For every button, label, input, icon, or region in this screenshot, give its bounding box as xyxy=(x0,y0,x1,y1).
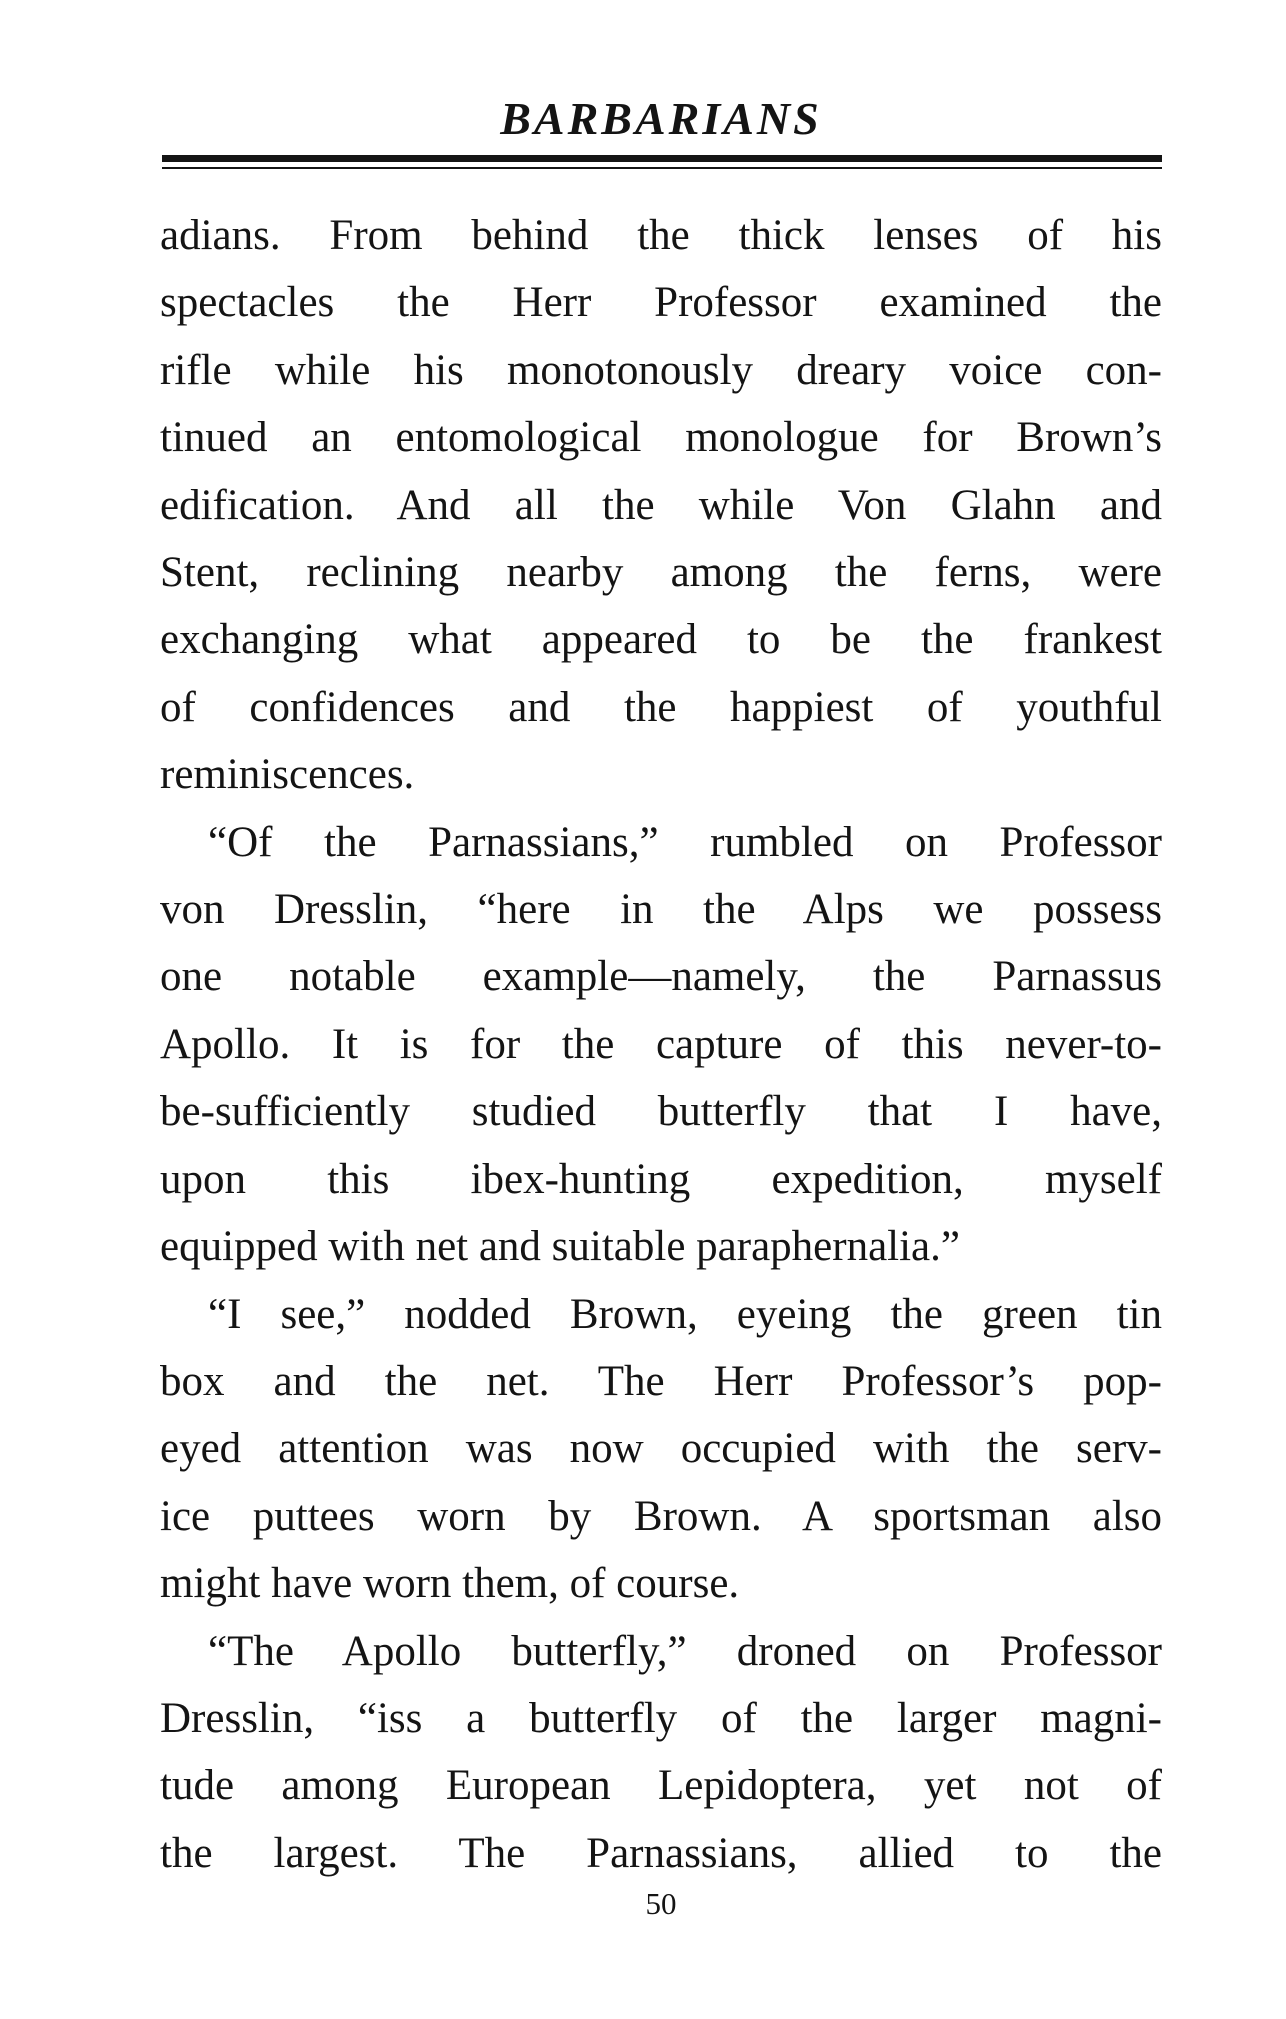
text-line: edification. And all the while Von Glahn and xyxy=(160,481,1162,529)
text-line: eyed attention was now occupied with the serv- xyxy=(160,1425,1162,1473)
text-line: upon this ibex-hunting expedition, myself xyxy=(160,1155,1162,1203)
header-rule-thick xyxy=(162,155,1162,162)
text-line: Apollo. It is for the capture of this never-to- xyxy=(160,1020,1162,1068)
paragraph xyxy=(160,1618,1162,1888)
text-line: might have worn them, of course. xyxy=(160,1560,740,1608)
text-line: rifle while his monotonously dreary voice con- xyxy=(160,346,1162,394)
running-head: BARBARIANS xyxy=(500,93,822,144)
text-line: one notable example—namely, the Parnassus xyxy=(160,953,1162,1001)
text-line: box and the net. The Herr Professor’s pop- xyxy=(160,1357,1162,1405)
page-number: 50 xyxy=(645,1886,677,1921)
text-line: “Of the Parnassians,” rumbled on Professor xyxy=(208,818,1162,866)
book-page xyxy=(160,0,1162,2019)
text-line: “I see,” nodded Brown, eyeing the green tin xyxy=(208,1290,1162,1338)
text-line: reminiscences. xyxy=(160,751,415,799)
text-line: equipped with net and suitable paraphernalia.” xyxy=(160,1223,960,1271)
text-line: tinued an entomological monologue for Brown’s xyxy=(160,414,1162,462)
text-line: spectacles the Herr Professor examined the xyxy=(160,279,1162,327)
text-line: exchanging what appeared to be the frankest xyxy=(160,616,1162,664)
paragraph xyxy=(160,202,1162,809)
text-line: the largest. The Parnassians, allied to the xyxy=(160,1829,1162,1877)
header-rule-thin xyxy=(162,167,1162,169)
text-line: “The Apollo butterfly,” droned on Professor xyxy=(208,1627,1162,1675)
text-line: adians. From behind the thick lenses of his xyxy=(160,212,1162,259)
text-line: ice puttees worn by Brown. A sportsman also xyxy=(160,1492,1162,1540)
text-line: von Dresslin, “here in the Alps we possess xyxy=(160,886,1162,934)
paragraph xyxy=(160,1281,1162,1618)
text-line: be-sufficiently studied butterfly that I have, xyxy=(160,1088,1162,1136)
text-line: Stent, reclining nearby among the ferns, were xyxy=(160,549,1162,597)
body-text xyxy=(160,202,1162,1887)
text-line: tude among European Lepidoptera, yet not of xyxy=(160,1762,1162,1810)
paragraph xyxy=(160,809,1162,1281)
text-line: Dresslin, “iss a butterfly of the larger magni- xyxy=(160,1694,1162,1742)
text-line: of confidences and the happiest of youthful xyxy=(160,683,1162,731)
